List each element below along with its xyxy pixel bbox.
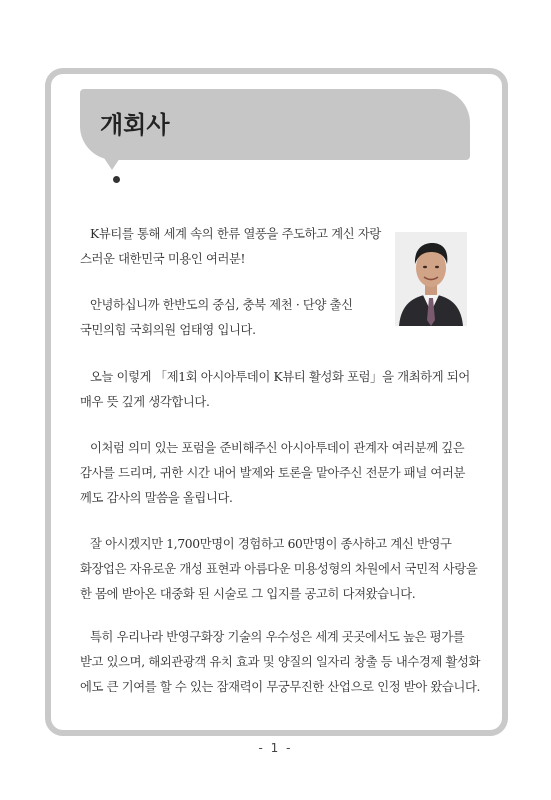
page-number: - 1 - [258, 741, 293, 755]
text-line: 이처럼 의미 있는 포럼을 준비해주신 아시아투데이 관계자 여러분께 깊은 [90, 441, 465, 455]
text-line: 오늘 이렇게 「제1회 아시아투데이 K뷰티 활성화 포럼」을 개최하게 되어 [90, 370, 470, 384]
text-line: 안녕하십니까 한반도의 중심, 충북 제천 · 단양 출신 [90, 298, 353, 312]
paragraph-forum [80, 365, 470, 415]
paragraph-introduction [80, 293, 390, 343]
portrait-photo [395, 232, 467, 326]
text-line: 화장업은 자유로운 개성 표현과 아름다운 미용성형의 차원에서 국민적 사랑을 [80, 562, 478, 576]
paragraph-excellence [80, 625, 481, 700]
text-line: 께도 감사의 말씀을 올립니다. [80, 491, 233, 505]
text-line: 스러운 대한민국 미용인 여러분! [80, 252, 246, 266]
text-line: K뷰티를 통해 세계 속의 한류 열풍을 주도하고 계신 자랑 [90, 227, 381, 241]
paragraph-greeting [80, 222, 390, 272]
paragraph-industry [80, 532, 478, 607]
portrait-icon [395, 232, 467, 326]
text-line: 국민의힘 국회의원 엄태영 입니다. [80, 323, 256, 337]
bullet-dot [113, 176, 120, 183]
text-line: 감사를 드리며, 귀한 시간 내어 발제와 토론을 맡아주신 전문가 패널 여러분 [80, 466, 466, 480]
text-line: 매우 뜻 깊게 생각합니다. [80, 395, 210, 409]
text-line: 잘 아시겠지만 1,700만명이 경험하고 60만명이 종사하고 계신 반영구 [90, 537, 452, 551]
text-line: 받고 있으며, 해외관광객 유치 효과 및 양질의 일자리 창출 등 내수경제 활성화 [80, 655, 481, 669]
text-line: 특히 우리나라 반영구화장 기술의 우수성은 세계 곳곳에서도 높은 평가를 [90, 630, 465, 644]
page-title: 개회사 [100, 111, 170, 139]
text-line: 에도 큰 기여를 할 수 있는 잠재력이 무궁무진한 산업으로 인정 받아 왔습니다. [80, 680, 481, 694]
paragraph-thanks [80, 436, 470, 511]
title-banner-tail [104, 158, 120, 170]
text-line: 한 몸에 받아온 대중화 된 시술로 그 입지를 공고히 다져왔습니다. [80, 587, 416, 601]
